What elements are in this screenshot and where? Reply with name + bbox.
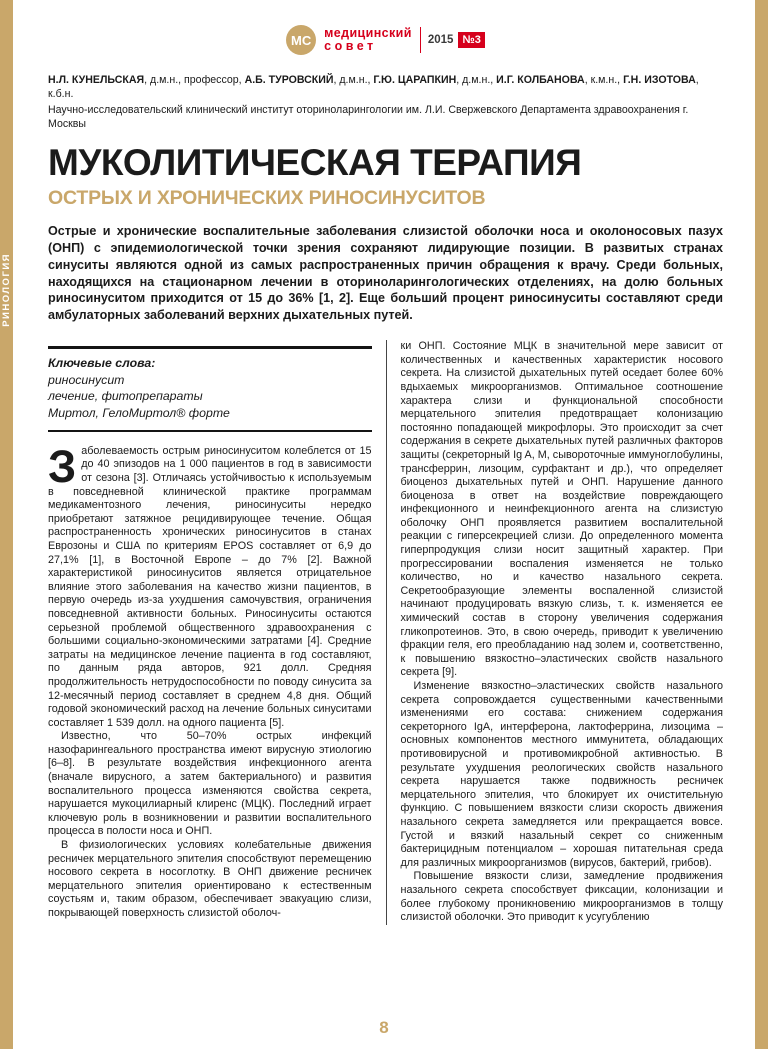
journal-logo-icon: [286, 25, 316, 55]
journal-name-line1: медицинский: [324, 25, 412, 40]
body-paragraph: Известно, что 50–70% острых инфекций назофарингеального пространства имеют вирусную этиологию [6–8]. В результате воздействия инфекционного агента (вначале вирусного, а затем бактериального) и развития воспалительного процесса изменяются свойства секрета, нарушается мукоцилиарный клиренс (МЦК). Последний играет ключевую роль в возникновении и развитии воспалительного процесса в полости носа и ОНП.: [48, 730, 372, 838]
dropcap-letter: З: [48, 440, 77, 492]
keywords-title: Ключевые слова:: [48, 356, 156, 371]
left-column: [48, 340, 386, 925]
issue-year: 2015: [427, 34, 454, 46]
author-name: Г.Ю. ЦАРАПКИН: [373, 74, 457, 86]
abstract-paragraph: Острые и хронические воспалительные заболевания слизистой оболочки носа и околоносовых пазух (ОНП) с эпидемиологической точки зрения сохраняют лидирующие позиции. В развитых странах синуситы являются одной из самых распространенных причин обращения к врачу. Среди больных, находящихся на стационарном лечении в оториноларингологических отделениях, на долю больных риносинуситом приходится от 15 до 36% [1, 2]. Еще больший процент риносинуситы составляют среди амбулаторных заболеваний верхних дыхательных путей.: [48, 223, 723, 323]
author-name: И.Г. КОЛБАНОВА: [496, 74, 585, 86]
author-degree: , д.м.н.,: [456, 74, 497, 86]
keywords-text: риносинусит лечение, фитопрепараты Миртол, ГелоМиртол® форте: [48, 373, 230, 420]
page-number: 8: [379, 1018, 389, 1037]
authors-line: [48, 73, 723, 102]
article-subtitle: ОСТРЫХ И ХРОНИЧЕСКИХ РИНОСИНУСИТОВ: [48, 186, 486, 209]
article-title: МУКОЛИТИЧЕСКАЯ ТЕРАПИЯ: [48, 142, 582, 184]
journal-name: [324, 27, 412, 53]
author-degree: , д.м.н., профессор,: [144, 74, 245, 86]
right-section-bar: [755, 0, 768, 1049]
affiliation: Научно-исследовательский клинический институт оториноларингологии им. Л.И. Свержевского Департамента здравоохранения г. Москвы: [48, 103, 689, 130]
left-section-bar: [0, 0, 13, 1049]
right-column: [386, 340, 724, 925]
journal-logo: [48, 0, 723, 55]
page-header: [48, 0, 723, 324]
author-degree: , к.б.н.: [48, 74, 699, 101]
body-paragraph: Заболеваемость острым риносинуситом колеблется от 15 до 40 эпизодов на 1 000 пациентов в год в зависимости от сезона [3]. Отличаясь устойчивостью к используемым в повседневной клинической практике программам медикаментозного лечения, риносинуситы нередко приобретают затяжное рецидивирующее течение. Общая распространенность хронических риносинуситов в станах Еврозоны и США по критериям EPOS составляет от 6,9 до 27,1% [1], в Восточной Европе – до 7% [2]. Важной характеристикой риносинуситов является отрицательное влияние этого заболевания на качество жизни пациентов, в первую очередь из-за ухудшения самочувствия, ограничения повседневной активности больных. Риносинуситы остаются серьезной проблемой общественного здравоохранения с большими социально-экономическими затратами [4]. Средние затраты на медицинское лечение пациента в год составляют, по данным ряда авторов, 921 долл. Средняя продолжительность нетрудоспособности по поводу синусита за 12-месячный период составляет в среднем 4,8 дня. Общий годовой экономический расход на лечение больных синуситами составляет 1 539 долл. на одного пациента [5].: [48, 440, 372, 729]
left-column-paragraphs: [48, 440, 372, 921]
body-paragraph: ки ОНП. Состояние МЦК в значительной мере зависит от количественных и качественных характеристик носового секрета. На слизистой дыхательных путей оседает более 60% вдыхаемых микроорганизмов. Оптимальное соотношение характера слизи и функциональной способности мерцательного эпителия предотвращает колонизацию постоянно попадающей микрофлоры. Это происходит за счет содержания в секрете дыхательных путей различных факторов защиты (секреторный Ig A, M, сывороточные иммуноглобулины, трансферрин, лизоцим, сурфактант и др.), что определяет биоценоз дыхательных путей и ОНП. Нарушение данного биоценоза в ответ на воздействие повреждающего инфекционного и неинфекционного агента на слизистую оболочку ОНП проявляется развитием воспалительной реакции с гиперсекрецией слизи. До определенного момента гиперпродукция слизи носит защитный характер. При прогрессировании воспаления изменяется не только количество, но и качество назального секрета. Секретообразующие элементы воспаленной слизистой начинают продуцировать вязкую слизь, т. к. изменяется ее химический состав в сторону увеличения содержания гликопротеинов. Это, в свою очередь, приводит к увеличению фракции геля, его преобладанию над золем и, соответственно, к повышению вязкостно–эластических свойств назального секрета [9].: [400, 340, 723, 679]
author-name: Н.Л. КУНЕЛЬСКАЯ: [48, 74, 145, 86]
right-column-paragraphs: [401, 340, 724, 925]
issue-number: №3: [458, 32, 484, 48]
two-column-body: [48, 340, 723, 925]
page-content: [48, 0, 723, 925]
keywords-box: [48, 346, 372, 432]
issue-badge: [420, 27, 485, 53]
journal-name-line2: совет: [324, 39, 377, 53]
author-name: А.Б. ТУРОВСКИЙ: [244, 74, 334, 86]
body-paragraph: В физиологических условиях колебательные движения ресничек мерцательного эпителия способствуют перемещению носового секрета в носоглотку. В ОНП движение ресничек мерцательного эпителия ориентировано к естественным соустьям и, таким образом, обеспечивает эвакуацию слизи, покрывающей поверхность слизистой оболоч-: [48, 839, 372, 920]
author-degree: , д.м.н.,: [333, 74, 374, 86]
body-paragraph: Изменение вязкостно–эластических свойств назального секрета сопровождается существенными качественными изменениями его состава: снижением содержания секреторного IgA, интерферона, лактоферрина, лизоцима – основных компонентов местного иммунитета, обладающих противовирусной и противомикробной активностью. В результате ухудшения реологических свойств назального секрета нарушается также подвижность ресничек мерцательного эпителия, что блокирует их очистительную функцию. С повышением вязкости слизи скорость движения назального секрета замедляется или прекращается вовсе. Густой и вязкий назальный секрет со сниженным бактерицидным потенциалом – хорошая питательная среда для различных микроорганизмов (вирусов, бактерий, грибов).: [400, 680, 723, 869]
logo-initials: МС: [291, 32, 312, 48]
body-paragraph: Повышение вязкости слизи, замедление продвижения назального секрета способствует фиксации, колонизации и более глубокому проникновению микроорганизмов в толщу слизистой оболочки. Это приводит к усугублению: [400, 870, 723, 924]
author-degree: , к.м.н.,: [584, 74, 624, 86]
author-name: Г.Н. ИЗОТОВА: [623, 74, 696, 86]
section-label: РИНОЛОГИЯ: [1, 253, 12, 327]
